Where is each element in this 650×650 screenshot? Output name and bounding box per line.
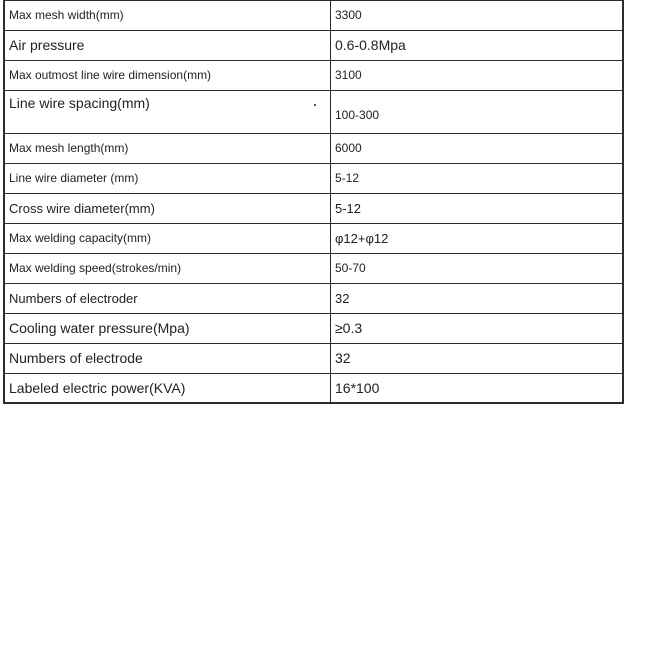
spec-label: Max mesh width(mm) bbox=[4, 0, 331, 30]
spec-value: 16*100 bbox=[331, 373, 624, 403]
table-row bbox=[4, 90, 623, 133]
spec-value: 0.6-0.8Mpa bbox=[331, 30, 624, 60]
spec-value: φ12+φ12 bbox=[331, 223, 624, 253]
spec-label: Air pressure bbox=[4, 30, 331, 60]
spec-label: Line wire spacing(mm) bbox=[4, 90, 331, 133]
spec-label: Max outmost line wire dimension(mm) bbox=[4, 60, 331, 90]
table-row bbox=[4, 133, 623, 163]
spec-value: 5-12 bbox=[331, 193, 624, 223]
table-row bbox=[4, 373, 623, 403]
spec-value: 6000 bbox=[331, 133, 624, 163]
spec-label: Numbers of electroder bbox=[4, 283, 331, 313]
spec-label: Max welding speed(strokes/min) bbox=[4, 253, 331, 283]
spec-label: Cross wire diameter(mm) bbox=[4, 193, 331, 223]
spec-value: 3100 bbox=[331, 60, 624, 90]
spec-label: Labeled electric power(KVA) bbox=[4, 373, 331, 403]
spec-label: Max mesh length(mm) bbox=[4, 133, 331, 163]
spec-value: 32 bbox=[331, 283, 624, 313]
table-row bbox=[4, 163, 623, 193]
table-row bbox=[4, 193, 623, 223]
spec-value: 32 bbox=[331, 343, 624, 373]
spec-value: 100-300 bbox=[331, 90, 624, 133]
table-row bbox=[4, 313, 623, 343]
stray-dot bbox=[314, 104, 316, 106]
spec-value: ≥0.3 bbox=[331, 313, 624, 343]
spec-label: Cooling water pressure(Mpa) bbox=[4, 313, 331, 343]
table-row bbox=[4, 343, 623, 373]
spec-label: Max welding capacity(mm) bbox=[4, 223, 331, 253]
table-row bbox=[4, 283, 623, 313]
table-row bbox=[4, 253, 623, 283]
spec-value: 3300 bbox=[331, 0, 624, 30]
spec-value: 5-12 bbox=[331, 163, 624, 193]
spec-label: Numbers of electrode bbox=[4, 343, 331, 373]
spec-label: Line wire diameter (mm) bbox=[4, 163, 331, 193]
table-row bbox=[4, 30, 623, 60]
table-row bbox=[4, 223, 623, 253]
specification-table bbox=[3, 0, 624, 404]
table-row bbox=[4, 60, 623, 90]
spec-value: 50-70 bbox=[331, 253, 624, 283]
table-row bbox=[4, 0, 623, 30]
